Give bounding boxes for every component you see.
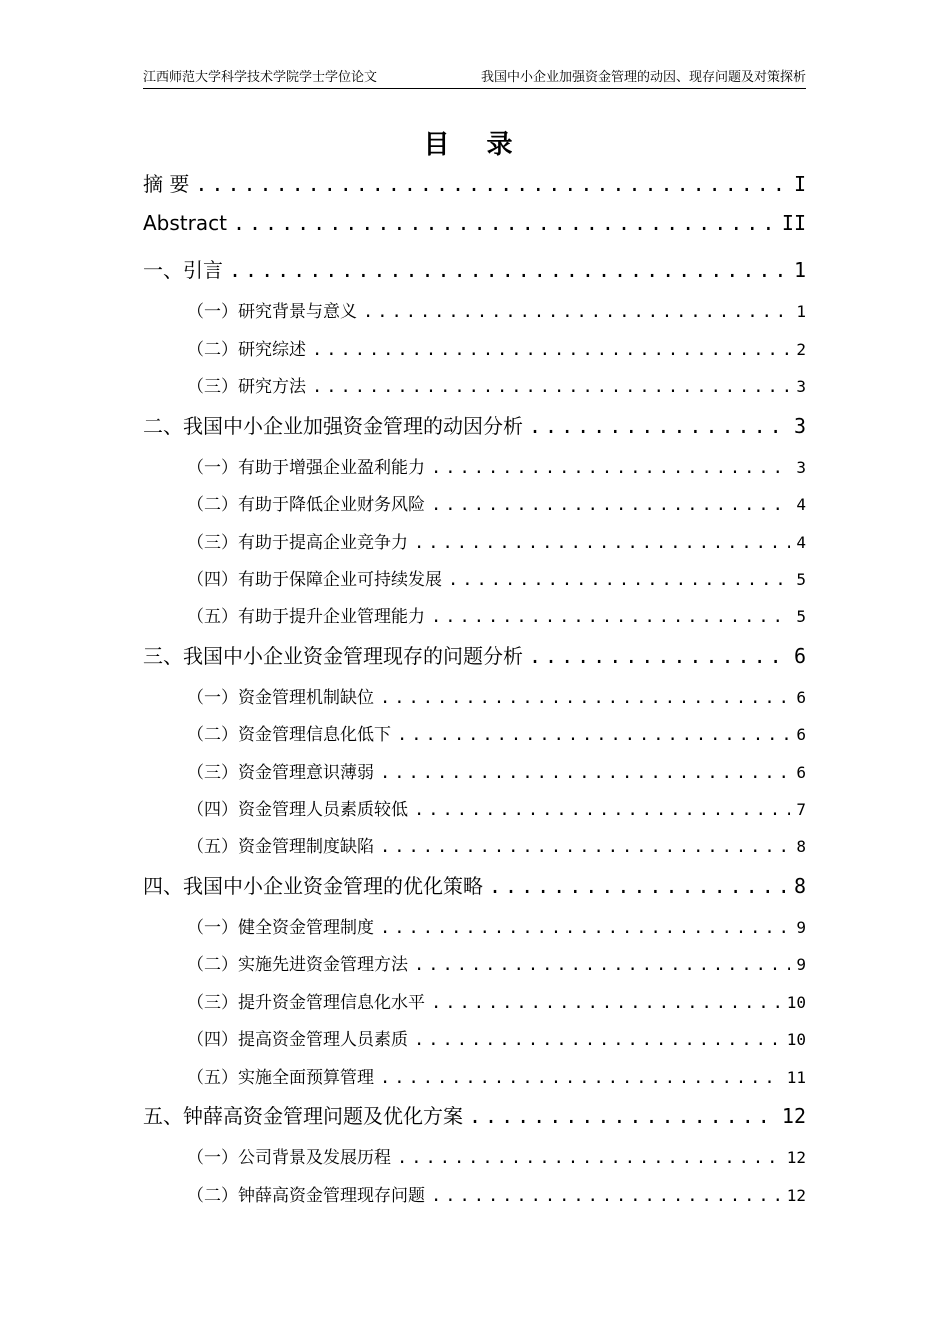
toc-section-entry[interactable]	[187, 1143, 806, 1168]
toc-chapter-entry[interactable]	[143, 254, 806, 283]
toc-page-number: 6	[796, 763, 806, 782]
toc-chapter-entry[interactable]	[143, 640, 806, 669]
toc-entry-label: （二）研究综述	[187, 340, 306, 360]
toc-entry-label: （四）有助于保障企业可持续发展	[187, 570, 442, 590]
toc-entry-label: （三）资金管理意识薄弱	[187, 763, 374, 783]
toc-entry-label: 摘 要	[143, 172, 190, 196]
toc-page-number: 8	[793, 874, 806, 898]
toc-entry-label: （一）有助于增强企业盈利能力	[187, 458, 425, 478]
toc-chapter-entry[interactable]	[143, 410, 806, 439]
toc-page-number: 10	[786, 993, 806, 1012]
toc-section-entry[interactable]	[187, 602, 806, 627]
toc-dot-leader	[448, 570, 790, 590]
toc-entry-label: （四）提高资金管理人员素质	[187, 1030, 408, 1050]
toc-dot-leader	[529, 414, 788, 438]
toc-dot-leader	[233, 211, 776, 235]
toc-entry-label: （二）实施先进资金管理方法	[187, 955, 408, 975]
toc-section-entry[interactable]	[187, 720, 806, 745]
toc-page-number: 5	[796, 607, 806, 626]
toc-page-number: 4	[796, 495, 806, 514]
toc-entry-label: （一）资金管理机制缺位	[187, 688, 374, 708]
toc-entry-label: （二）有助于降低企业财务风险	[187, 495, 425, 515]
toc-page-number: 6	[796, 688, 806, 707]
toc-dot-leader	[397, 725, 790, 745]
toc-page-number: 3	[793, 414, 806, 438]
toc-entry-label: （三）研究方法	[187, 377, 306, 397]
toc-entry-label: （三）有助于提高企业竞争力	[187, 533, 408, 553]
toc-page-number: 12	[781, 1104, 806, 1128]
toc-entry-label: （一）研究背景与意义	[187, 302, 357, 322]
toc-page-number: 6	[796, 725, 806, 744]
toc-page-number: 7	[796, 800, 806, 819]
toc-entry-label: 一、引言	[143, 258, 223, 282]
toc-chapter-entry[interactable]	[143, 211, 806, 235]
toc-entry-label: 五、钟薛高资金管理问题及优化方案	[143, 1104, 463, 1128]
toc-dot-leader	[414, 533, 790, 553]
toc-page-number: 4	[796, 533, 806, 552]
toc-section-entry[interactable]	[187, 335, 806, 360]
toc-page-number: II	[781, 211, 806, 235]
toc-page-number: 12	[786, 1186, 806, 1205]
toc-entry-label: （三）提升资金管理信息化水平	[187, 993, 425, 1013]
toc-page-number: I	[793, 172, 806, 196]
toc-section-entry[interactable]	[187, 795, 806, 820]
toc-page-number: 1	[793, 258, 806, 282]
toc-entry-label: （一）公司背景及发展历程	[187, 1148, 391, 1168]
toc-section-entry[interactable]	[187, 988, 806, 1013]
toc-entry-label: 三、我国中小企业资金管理现存的问题分析	[143, 644, 523, 668]
toc-dot-leader	[312, 340, 790, 360]
toc-dot-leader	[397, 1148, 781, 1168]
toc-entry-label: （五）资金管理制度缺陷	[187, 837, 374, 857]
toc-section-entry[interactable]	[187, 528, 806, 553]
toc-dot-leader	[380, 918, 790, 938]
toc-dot-leader	[431, 495, 790, 515]
toc-chapter-entry[interactable]	[143, 168, 806, 197]
header-right-text: 我国中小企业加强资金管理的动因、现存问题及对策探析	[480, 70, 806, 85]
toc-dot-leader	[380, 763, 790, 783]
toc-section-entry[interactable]	[187, 758, 806, 783]
toc-dot-leader	[363, 302, 790, 322]
toc-page-number: 3	[796, 458, 806, 477]
toc-page-number: 12	[786, 1148, 806, 1167]
toc-entry-label: （二）资金管理信息化低下	[187, 725, 391, 745]
toc-chapter-entry[interactable]	[143, 1100, 806, 1129]
toc-entry-label: （一）健全资金管理制度	[187, 918, 374, 938]
toc-dot-leader	[431, 458, 790, 478]
toc-dot-leader	[229, 258, 788, 282]
toc-section-entry[interactable]	[187, 1063, 806, 1088]
toc-page-number: 10	[786, 1030, 806, 1049]
toc-page-number: 5	[796, 570, 806, 589]
toc-page-number: 1	[796, 302, 806, 321]
toc-page-number: 2	[796, 340, 806, 359]
toc-section-entry[interactable]	[187, 683, 806, 708]
toc-page-number: 9	[796, 955, 806, 974]
toc-entry-label: 四、我国中小企业资金管理的优化策略	[143, 874, 483, 898]
toc-section-entry[interactable]	[187, 1025, 806, 1050]
toc-dot-leader	[469, 1104, 776, 1128]
toc-entry-label: （五）有助于提升企业管理能力	[187, 607, 425, 627]
toc-section-entry[interactable]	[187, 372, 806, 397]
toc-dot-leader	[414, 955, 790, 975]
toc-page-number: 9	[796, 918, 806, 937]
toc-dot-leader	[195, 172, 788, 196]
toc-section-entry[interactable]	[187, 490, 806, 515]
toc-entry-label: （二）钟薛高资金管理现存问题	[187, 1186, 425, 1206]
toc-entry-label: 二、我国中小企业加强资金管理的动因分析	[143, 414, 523, 438]
toc-dot-leader	[529, 644, 788, 668]
toc-dot-leader	[431, 607, 790, 627]
toc-dot-leader	[380, 837, 790, 857]
toc-page-number: 3	[796, 377, 806, 396]
toc-dot-leader	[414, 800, 790, 820]
toc-dot-leader	[312, 377, 790, 397]
toc-entry-label: （四）资金管理人员素质较低	[187, 800, 408, 820]
toc-chapter-entry[interactable]	[143, 870, 806, 899]
toc-page-number: 8	[796, 837, 806, 856]
toc-dot-leader	[431, 1186, 781, 1206]
toc-dot-leader	[414, 1030, 781, 1050]
toc-section-entry[interactable]	[187, 913, 806, 938]
toc-section-entry[interactable]	[187, 297, 806, 322]
toc-entry-label: Abstract	[143, 211, 227, 235]
toc-page-number: 6	[793, 644, 806, 668]
toc-section-entry[interactable]	[187, 453, 806, 478]
header-left-text: 江西师范大学科学技术学院学士学位论文	[143, 70, 378, 85]
toc-section-entry[interactable]	[187, 950, 806, 975]
toc-dot-leader	[380, 1068, 781, 1088]
toc-entry-label: （五）实施全面预算管理	[187, 1068, 374, 1088]
page-title: 目 录	[423, 130, 527, 160]
toc-section-entry[interactable]	[187, 565, 806, 590]
toc-dot-leader	[489, 874, 788, 898]
toc-section-entry[interactable]	[187, 832, 806, 857]
toc-section-entry[interactable]	[187, 1181, 806, 1206]
toc-dot-leader	[431, 993, 781, 1013]
toc-dot-leader	[380, 688, 790, 708]
toc-page-number: 11	[786, 1068, 806, 1087]
